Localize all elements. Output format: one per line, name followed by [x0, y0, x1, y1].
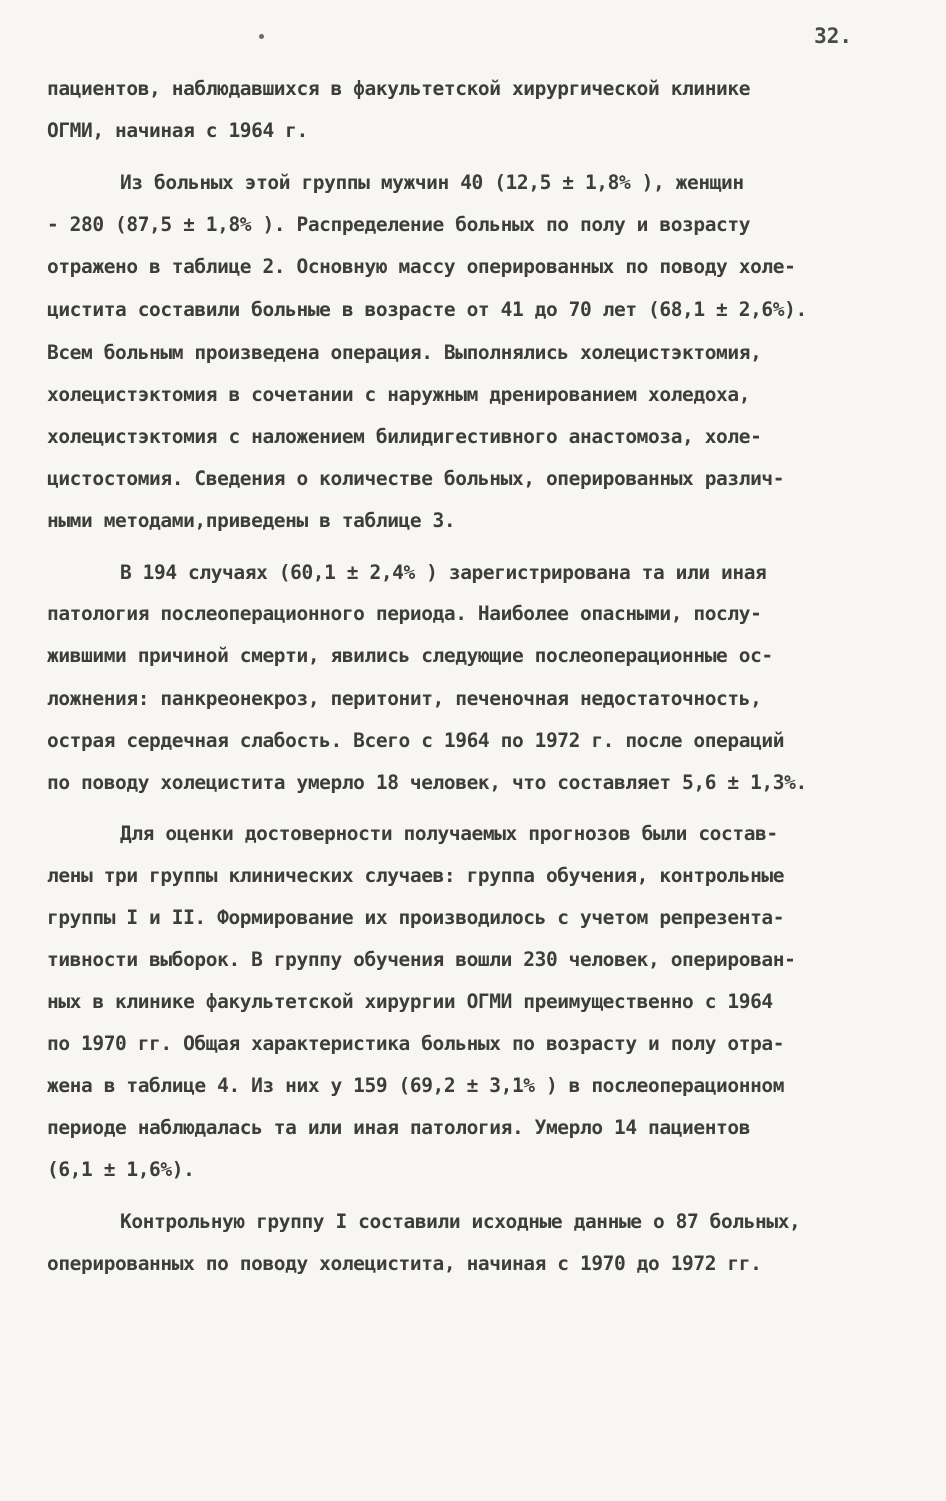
text-line: периоде наблюдалась та или иная патология. Умерло 14 пациентов — [47, 1116, 751, 1139]
text-line: острая сердечная слабость. Всего с 1964 по 1972 г. после операций — [47, 729, 785, 752]
text-line: Всем больным произведена операция. Выполнялись холецистэктомия, — [47, 341, 762, 364]
text-line: лены три группы клинических случаев: группа обучения, контрольные — [47, 864, 785, 887]
text-line: - 280 (87,5 ± 1,8% ). Распределение больных по полу и возрасту — [47, 213, 751, 236]
text-line: Контрольную группу I составили исходные данные о 87 больных, — [120, 1210, 801, 1233]
text-line: тивности выборок. В группу обучения вошли 230 человек, оперирован- — [47, 948, 796, 971]
text-line: холецистэктомия в сочетании с наружным дренированием холедоха, — [47, 383, 751, 406]
text-line: оперированных по поводу холецистита, начиная с 1970 до 1972 гг. — [47, 1252, 762, 1275]
text-line: ными методами,приведены в таблице 3. — [47, 509, 456, 532]
text-line: патология послеоперационного периода. Наиболее опасными, послу- — [47, 602, 762, 625]
text-line: ОГМИ, начиная с 1964 г. — [47, 119, 308, 142]
text-line: (6,1 ± 1,6%). — [47, 1158, 195, 1181]
text-line: цистита составили больные в возрасте от 41 до 70 лет (68,1 ± 2,6%). — [47, 298, 807, 321]
page-number: 32. — [814, 24, 852, 48]
text-line: группы I и II. Формирование их производилось с учетом репрезента- — [47, 906, 785, 929]
text-line: холецистэктомия с наложением билидигестивного анастомоза, холе- — [47, 425, 762, 448]
text-line: В 194 случаях (60,1 ± 2,4% ) зарегистрирована та или иная — [120, 561, 767, 584]
text-line: пациентов, наблюдавшихся в факультетской хирургической клинике — [47, 77, 751, 100]
page-mark — [259, 34, 264, 39]
text-line: жена в таблице 4. Из них у 159 (69,2 ± 3,1% ) в послеоперационном — [47, 1074, 785, 1097]
text-line: цистостомия. Сведения о количестве больных, оперированных различ- — [47, 467, 785, 490]
text-line: Из больных этой группы мужчин 40 (12,5 ± 1,8% ), женщин — [120, 171, 744, 194]
text-line: ных в клинике факультетской хирургии ОГМИ преимущественно с 1964 — [47, 990, 773, 1013]
text-line: ложнения: панкреонекроз, перитонит, печеночная недостаточность, — [47, 687, 762, 710]
text-line: по 1970 гг. Общая характеристика больных по возрасту и полу отра- — [47, 1032, 785, 1055]
text-line: отражено в таблице 2. Основную массу оперированных по поводу холе- — [47, 255, 796, 278]
text-line: жившими причиной смерти, явились следующие послеоперационные ос- — [47, 644, 773, 667]
text-line: Для оценки достоверности получаемых прогнозов были состав- — [120, 822, 778, 845]
text-line: по поводу холецистита умерло 18 человек, что составляет 5,6 ± 1,3%. — [47, 771, 807, 794]
